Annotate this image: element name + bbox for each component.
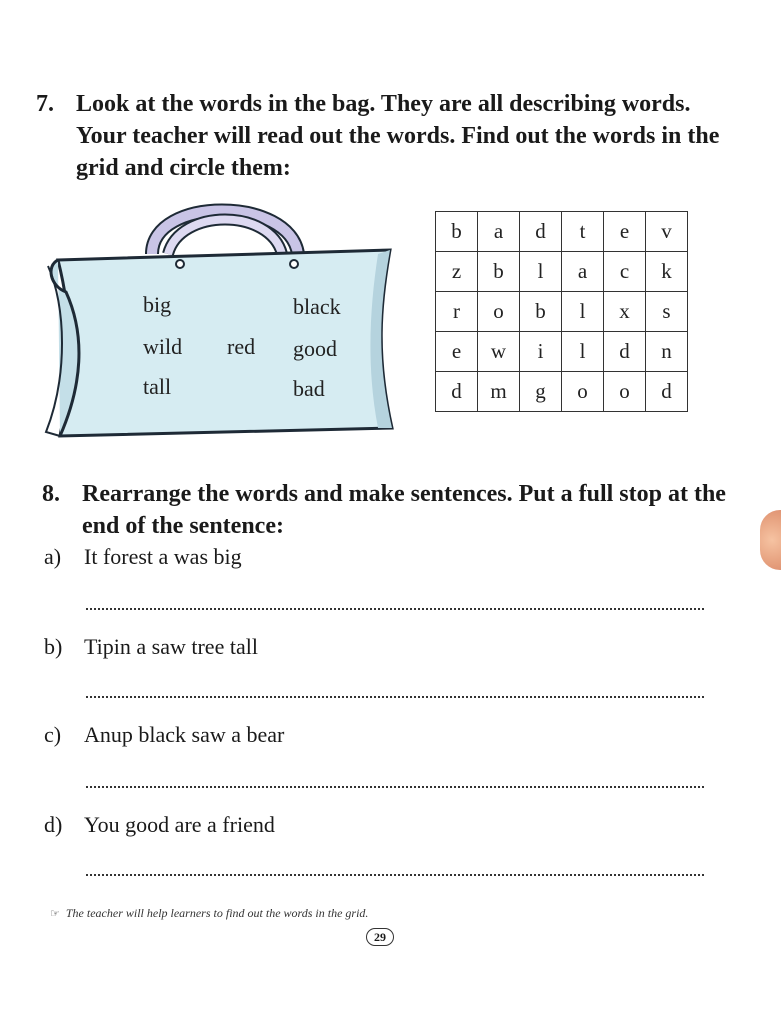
grid-cell[interactable]: k [646, 252, 688, 292]
grid-cell[interactable]: d [646, 372, 688, 412]
word-search-grid [435, 211, 688, 412]
grid-cell[interactable]: e [436, 332, 478, 372]
question-instruction: Look at the words in the bag. They are all describing words. Your teacher will read out the words. Find out the words in the grid and circle them: [76, 91, 720, 181]
grid-cell[interactable]: d [520, 212, 562, 252]
jumbled-words: You good are a friend [84, 812, 275, 837]
teacher-footnote [50, 906, 368, 921]
grid-cell[interactable]: s [646, 292, 688, 332]
jumbled-words: Tipin a saw tree tall [84, 634, 258, 659]
grid-cell[interactable]: z [436, 252, 478, 292]
grid-cell[interactable]: a [562, 252, 604, 292]
grid-row [436, 212, 688, 252]
grid-cell[interactable]: b [520, 292, 562, 332]
bag-illustration [40, 196, 410, 446]
footnote-text: The teacher will help learners to find out the words in the grid. [65, 906, 369, 920]
grid-cell[interactable]: v [646, 212, 688, 252]
grid-cell[interactable]: c [604, 252, 646, 292]
thumb-edge [760, 510, 781, 570]
grid-cell[interactable]: d [436, 372, 478, 412]
grid-cell[interactable]: r [436, 292, 478, 332]
item-letter: b) [44, 634, 63, 659]
item-letter: d) [44, 812, 63, 837]
grid-cell[interactable]: l [562, 332, 604, 372]
item-letter: c) [44, 722, 62, 747]
grid-cell[interactable]: o [562, 372, 604, 412]
page-number: 29 [366, 928, 394, 946]
grid-cell[interactable]: w [478, 332, 520, 372]
grid-cell[interactable]: e [604, 212, 646, 252]
grid-cell[interactable]: g [520, 372, 562, 412]
grid-row [436, 252, 688, 292]
question-instruction: Rearrange the words and make sentences. Put a full stop at the end of the sentence: [82, 481, 726, 539]
grid-cell[interactable]: l [520, 252, 562, 292]
question-number: 7. [36, 91, 54, 117]
answer-line-a[interactable] [86, 606, 704, 610]
grid-cell[interactable]: i [520, 332, 562, 372]
grid-cell[interactable]: n [646, 332, 688, 372]
item-letter: a) [44, 544, 62, 569]
answer-line-d[interactable] [86, 872, 704, 876]
bag-word: red [227, 334, 256, 359]
grid-cell[interactable]: m [478, 372, 520, 412]
grid-row [436, 372, 688, 412]
grid-cell[interactable]: l [562, 292, 604, 332]
word-bag [40, 196, 410, 446]
bag-word: big [143, 292, 172, 317]
grid-cell[interactable]: t [562, 212, 604, 252]
bag-word: good [293, 336, 337, 361]
question-number: 8. [42, 481, 60, 507]
answer-line-c[interactable] [86, 784, 704, 788]
pointing-hand-icon: ☞ [50, 908, 60, 920]
bag-word: black [293, 294, 341, 319]
bag-word: wild [143, 334, 183, 359]
bag-word: tall [143, 374, 172, 399]
answer-line-b[interactable] [86, 694, 704, 698]
grid-cell[interactable]: d [604, 332, 646, 372]
grid-cell[interactable]: x [604, 292, 646, 332]
bag-word: bad [293, 376, 325, 401]
grid-cell[interactable]: b [478, 252, 520, 292]
grid-row [436, 292, 688, 332]
grid-cell[interactable]: o [478, 292, 520, 332]
grid-row [436, 332, 688, 372]
grid-cell[interactable]: o [604, 372, 646, 412]
grid-cell[interactable]: a [478, 212, 520, 252]
grid-cell[interactable]: b [436, 212, 478, 252]
jumbled-words: Anup black saw a bear [84, 722, 285, 747]
jumbled-words: It forest a was big [84, 544, 242, 569]
